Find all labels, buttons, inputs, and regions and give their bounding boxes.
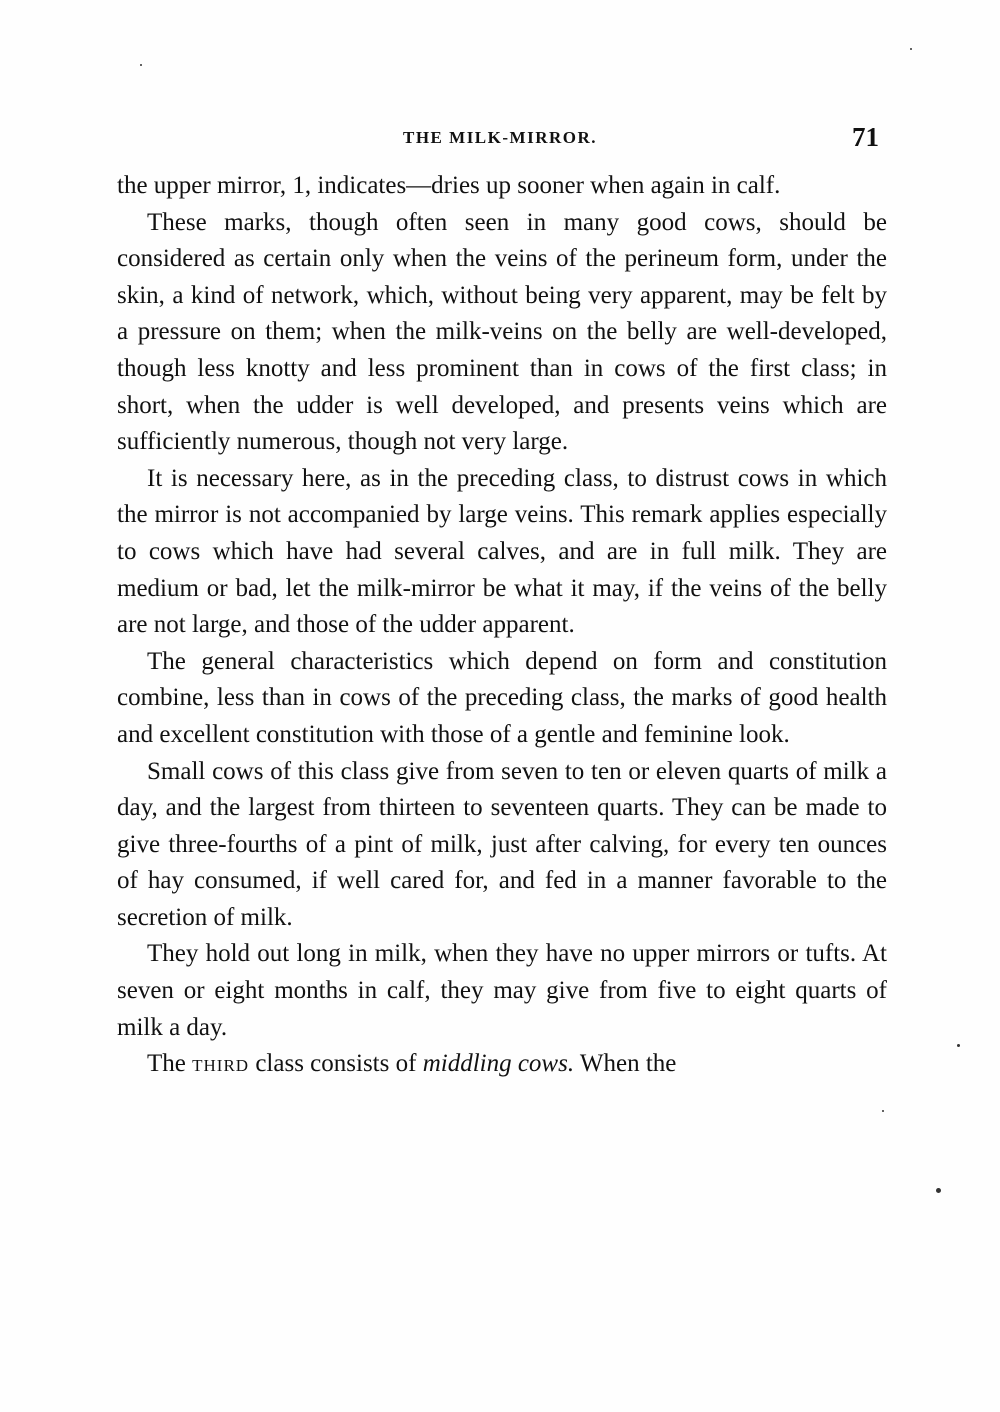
ink-speck bbox=[936, 1188, 941, 1193]
paragraph-third-class bbox=[117, 1046, 887, 1085]
middling-cows-italic: middling cows. bbox=[422, 1050, 575, 1078]
paragraph-quantities: Small cows of this class give from seven to ten or eleven quarts of milk a day, and the largest from thirteen to seventeen quarts. They can be made to give three-fourths of a pint of milk, just after calving, for every ten ounces of hay consumed, if well cared for, and fed in a manner favorable to the secretion of milk. bbox=[117, 757, 887, 931]
ink-speck bbox=[140, 64, 142, 66]
paragraph-marks: These marks, though often seen in many good cows, should be considered as certain only when the veins of the perineum form, under the skin, a kind of network, which, without being very apparent, may be felt by a pressure on them; when the milk-veins on the belly are well-developed, though less knotty and less prominent than in cows of the first class; in short, when the udder is well developed, and presents veins which are sufficiently numerous, though not very large. bbox=[117, 208, 887, 456]
ink-speck bbox=[882, 1110, 884, 1112]
body-text bbox=[117, 168, 887, 1085]
ink-speck bbox=[957, 1044, 960, 1047]
third-class-middle: class consists of bbox=[249, 1050, 423, 1078]
ink-speck bbox=[910, 48, 912, 50]
running-title: THE MILK-MIRROR. bbox=[403, 128, 597, 147]
third-class-tail: When the bbox=[574, 1050, 677, 1078]
paragraph-hold-out: They hold out long in milk, when they have no upper mirrors or tufts. At seven or eight months in calf, they may give from five to eight quarts of milk a day. bbox=[117, 940, 887, 1041]
paragraph-distrust: It is necessary here, as in the preceding class, to distrust cows in which the mirror is not accompanied by large veins. This remark applies especially to cows which have had several calves, and are in full milk. They are medium or bad, let the milk-mirror be what it may, if the veins of the belly are not large, and those of the udder apparent. bbox=[117, 464, 887, 639]
page-number: 71 bbox=[852, 122, 879, 152]
running-head bbox=[115, 122, 885, 158]
third-smallcaps: THIRD bbox=[192, 1056, 250, 1076]
paragraph-characteristics: The general characteristics which depend on form and constitution combine, less than in cows of the preceding class, the marks of good health and excellent constitution with those of a gentle and feminine look. bbox=[117, 647, 887, 748]
paragraph-continuation: the upper mirror, 1, indicates—dries up sooner when again in calf. bbox=[117, 172, 781, 199]
third-class-lead: The bbox=[147, 1050, 193, 1078]
